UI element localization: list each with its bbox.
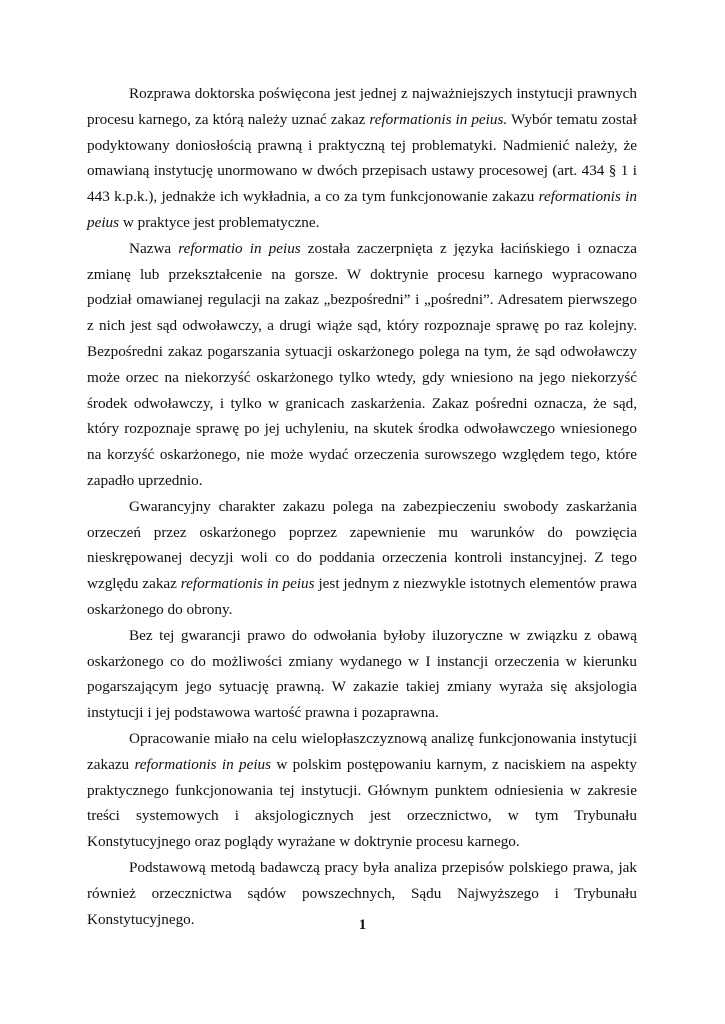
paragraph-text: została zaczerpnięta z języka łacińskiego i oznacza zmianę lub przekształcenie na gorsze. W doktrynie procesu karnego wypracowano podział omawianej regulacji na zakaz „bezpośredni” i „pośredni”. Adresatem pierwszego z nich jest sąd odwoławczy, a drugi wiąże sąd, który rozpoznaje sprawę po raz kolejny. Bezpośredni zakaz pogarszania sytuacji oskarżonego polega na tym, że sąd odwoławczy może orzec na niekorzyść oskarżonego tylko wtedy, gdy wniesiono na jego niekorzyść środek odwoławczy, i tylko w granicach zaskarżenia. Zakaz pośredni oznacza, że sąd, który rozpoznaje sprawę po jej uchyleniu, na skutek środka odwoławczego wniesionego na korzyść oskarżonego, nie może wydać orzeczenia surowszego względem tego, które zapadło uprzednio. bbox=[87, 239, 637, 489]
paragraph-text: Rozprawa doktorska poświęcona jest jednej z najważniejszych instytucji prawnych procesu karnego, za którą należy uznać zakaz bbox=[87, 85, 637, 128]
paragraph-text: Gwarancyjny charakter zakazu polega na zabezpieczeniu swobody zaskarżania orzeczeń przez oskarżonego poprzez zapewnienie mu warunków do powzięcia nieskrępowanej decyzji woli co do poddania orzeczenia kontroli instancyjnej. Z tego względu zakaz bbox=[87, 497, 637, 593]
paragraph-5 bbox=[87, 726, 637, 855]
paragraph-text: Opracowanie miało na celu wielopłaszczyznową analizę funkcjonowania instytucji zakazu bbox=[87, 729, 637, 773]
latin-term: reformatio in peius bbox=[178, 239, 301, 257]
latin-term: reformationis in peius. bbox=[369, 110, 508, 128]
latin-term: reformationis in peius bbox=[134, 755, 272, 773]
paragraph-text: Bez tej gwarancji prawo do odwołania byłoby iluzoryczne w związku z obawą oskarżonego co do możliwości zmiany wydanego w I instancji orzeczenia w kierunku pogarszającym jego sytuację prawną. W zakazie takiej zmiany wyraża się aksjologia instytucji i jej podstawowa wartość prawna i pozaprawna. bbox=[87, 626, 637, 722]
paragraph-text: Wybór tematu został podyktowany doniosłością prawną i praktyczną tej problematyki. Nadmienić należy, że omawianą instytucję unormowano w dwóch przepisach ustawy procesowej (art. 434 § 1 i 443 k.p.k.), jednakże ich wykładnia, a co za tym funkcjonowanie zakazu bbox=[87, 110, 637, 206]
paragraph-text: jest jednym z niezwykle istotnych elementów prawa oskarżonego do obrony. bbox=[87, 575, 637, 618]
paragraph-text: Nazwa bbox=[129, 239, 179, 257]
paragraph-2 bbox=[87, 236, 637, 494]
paragraph-text: w polskim postępowaniu karnym, z naciskiem na aspekty praktycznego funkcjonowania tej instytucji. Głównym punktem odniesienia w zakresie treści systemowych i aksjologicznych jest orzecznictwo, w tym Trybunału Konstytucyjnego oraz poglądy wyrażane w doktrynie procesu karnego. bbox=[87, 755, 637, 851]
paragraph-3 bbox=[87, 494, 637, 623]
paragraph-text: w praktyce jest problematyczne. bbox=[119, 213, 320, 231]
latin-term: reformationis in peius bbox=[180, 575, 315, 593]
paragraph-4 bbox=[87, 623, 637, 726]
page-number: 1 bbox=[358, 916, 367, 933]
document-body bbox=[87, 81, 637, 932]
paragraph-1 bbox=[87, 81, 637, 236]
latin-term: reformationis in peius bbox=[87, 188, 637, 231]
paragraph-text: Podstawową metodą badawczą pracy była analiza przepisów polskiego prawa, jak również orzecznictwa sądów powszechnych, Sądu Najwyższego i Trybunału Konstytucyjnego. bbox=[87, 858, 637, 928]
